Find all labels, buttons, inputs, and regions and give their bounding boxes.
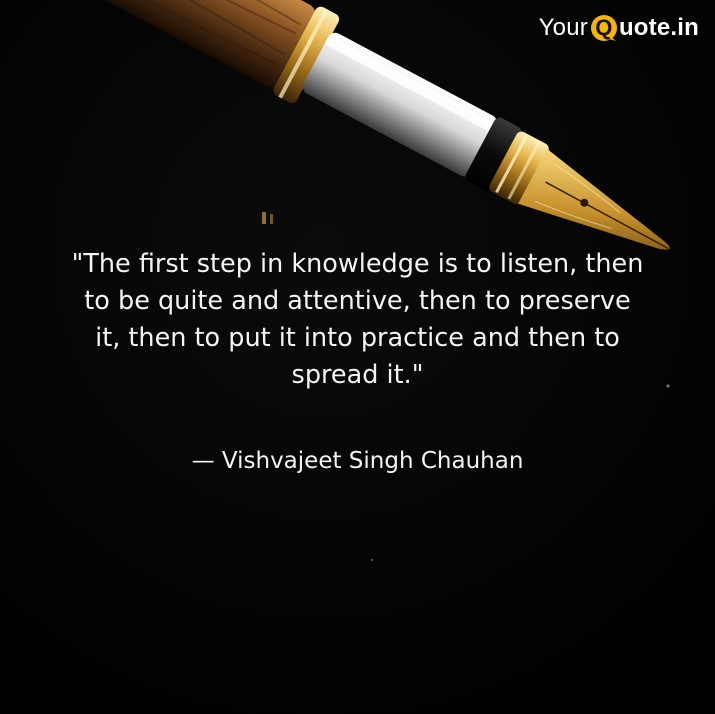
quote-line-3: it, then to put it into practice and then to (95, 323, 620, 353)
yourquote-logo (539, 12, 699, 44)
quote-bubble-icon (590, 14, 618, 42)
quote-line-4: spread it." (291, 360, 424, 390)
quote-author: — Vishvajeet Singh Chauhan (191, 448, 524, 474)
quote-line-2: to be quite and attentive, then to preserve (84, 286, 631, 316)
brand-q-letter: Q (595, 15, 613, 40)
brand-prefix: Your (538, 14, 588, 41)
quote-text (14, 246, 701, 394)
brand-suffix: uote.in (618, 14, 699, 41)
quote-line-1: "The first step in knowledge is to listen, then (71, 249, 644, 279)
